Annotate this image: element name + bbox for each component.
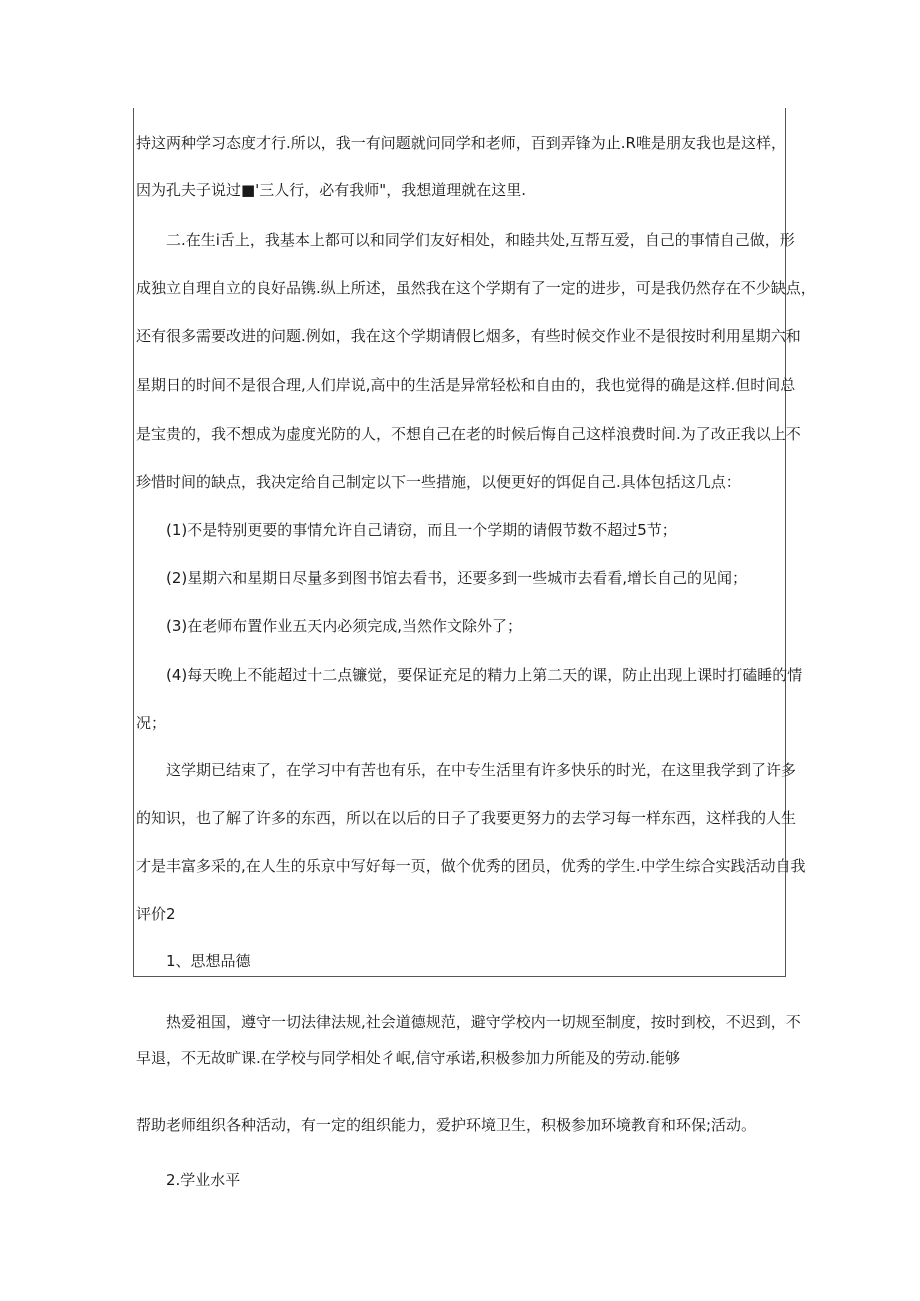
paragraph-line: 珍惜时间的缺点，我决定给自己制定以下一些措施，以便更好的饵促自己.具体包括这几点：	[136, 473, 741, 491]
paragraph-line: 热爱祖国，遵守一切法律法规,社会道德规范，避守学校内一切规至制度，按时到校，不迟到，不	[166, 1013, 801, 1031]
list-item: (2)星期六和星期日尽量多到图书馆去看书，还要多到一些城市去看看,增长自己的见闻；	[166, 569, 748, 587]
paragraph-line: 持这两种学习态度才行.所以，我一有问题就问同学和老师，百到弄锋为止.R唯是朋友我也是这样，	[136, 134, 786, 152]
paragraph-line: 这学期已结束了，在学习中有苦也有乐，在中专生活里有许多快乐的时光，在这里我学到了许多	[166, 761, 797, 779]
paragraph-line: 还有很多需要改进的问题.例如，我在这个学期请假匕烟多，有些时候交作业不是很按时利用星期六和	[136, 327, 801, 345]
paragraph-line: 二.在生i舌上，我基本上都可以和同学们友好相处，和睦共处,互帮互爱，自己的事情自己做，形	[166, 231, 795, 249]
section-heading: 1、思想品德	[166, 952, 251, 970]
paragraph-line: 成独立自理自立的良好品镌.纵上所述，虽然我在这个学期有了一定的进步，可是我仍然存在不少缺点，	[136, 279, 816, 297]
paragraph-line: 才是丰富多采的,在人生的乐京中写好每一页，做个优秀的团员，优秀的学生.中学生综合实践活动自我	[136, 857, 806, 875]
section-heading: 2.学业水平	[166, 1171, 241, 1189]
paragraph-line: 评价2	[136, 905, 176, 923]
paragraph-line: 星期日的时间不是很合理,人们岸说,高中的生活是异常轻松和自由的，我也觉得的确是这样.但时间总	[136, 376, 796, 394]
paragraph-line: 的知识，也了解了许多的东西，所以在以后的日子了我要更努力的去学习每一样东西，这样我的人生	[136, 809, 797, 827]
list-item: (3)在老师布置作业五天内必须完成,当然作文除外了；	[166, 617, 523, 635]
paragraph-line: 帮助老师组织各种活动，有一定的组织能力，爱护环境卫生，积极参加环境教育和环保;活动。	[136, 1116, 757, 1134]
paragraph-line: 因为孔夫子说过■'三人行，必有我师"，我想道理就在这里.	[136, 181, 526, 199]
paragraph-line: 况；	[136, 714, 167, 732]
paragraph-line: 是宝贵的，我不想成为虚度光防的人，不想自己在老的时候后悔自己这样浪费时间.为了改正我以上不	[136, 425, 801, 443]
list-item: (1)不是特别更要的事情允许自己请窃，而且一个学期的请假节数不超过5节；	[166, 521, 677, 539]
paragraph-line: 早退，不无故旷课.在学校与同学相处彳岷,信守承诺,积极参加力所能及的劳动.能够	[136, 1049, 681, 1067]
list-item: (4)每天晚上不能超过十二点镰觉，要保证充足的精力上第二天的课，防止出现上课时打磕睡的情	[166, 666, 803, 684]
